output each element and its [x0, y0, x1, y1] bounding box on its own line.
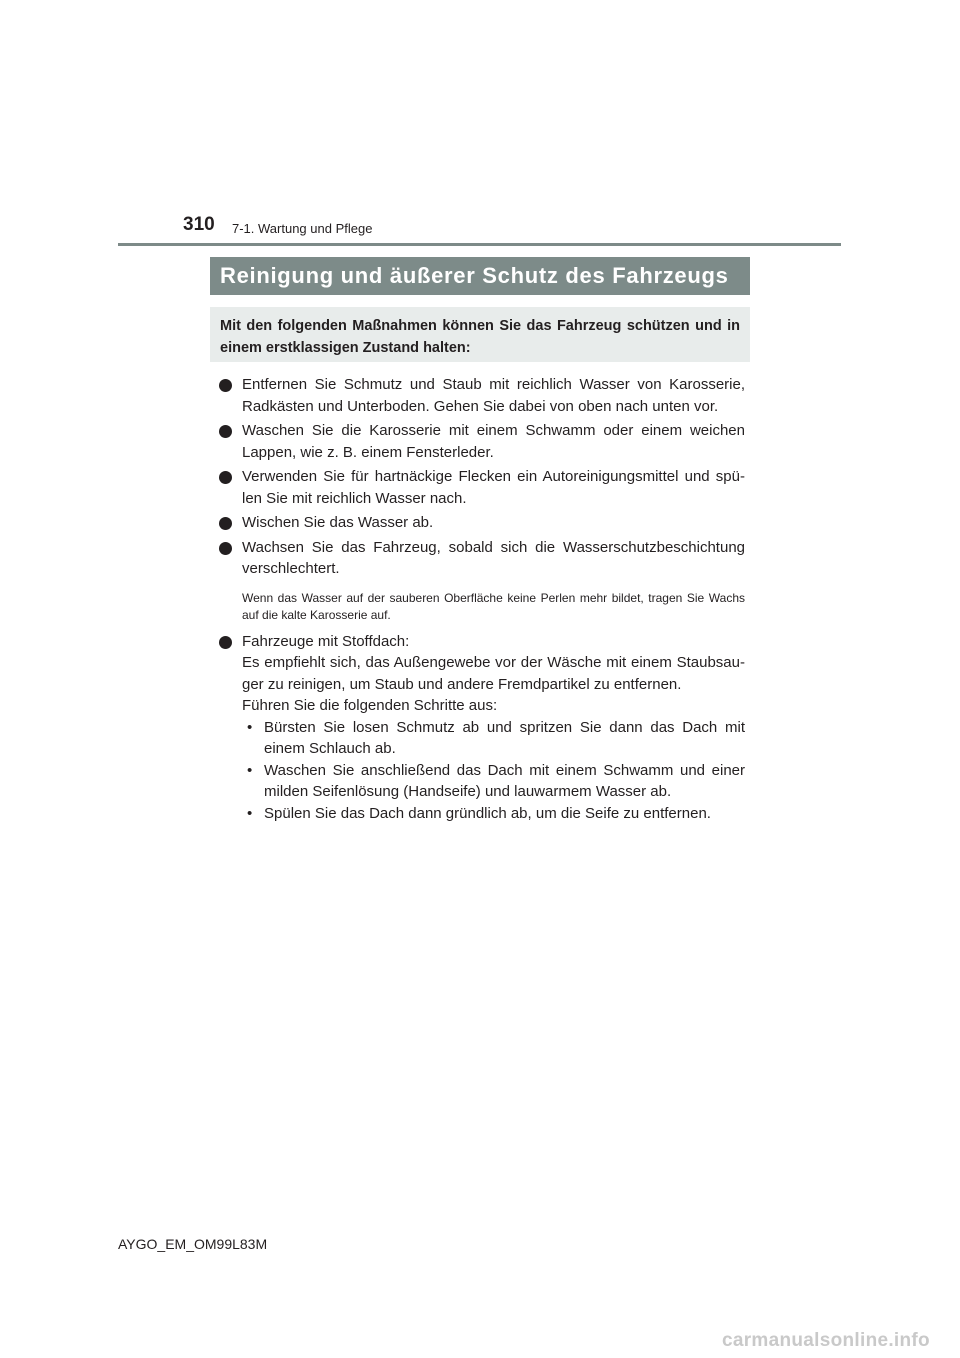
small-bullet-icon: • — [247, 761, 253, 779]
list-item — [219, 537, 745, 580]
item-text: Wachsen Sie das Fahrzeug, sobald sich die Wasserschutzbeschichtung verschlechtert. — [242, 538, 745, 577]
bullet-icon — [219, 379, 232, 392]
section-label: 7-1. Wartung und Pflege — [232, 221, 373, 236]
item-heading: Fahrzeuge mit Stoffdach: — [242, 632, 410, 650]
small-bullet-icon: • — [247, 804, 253, 822]
step-item — [247, 760, 745, 803]
step-item — [247, 803, 745, 825]
item-text: Es empfiehlt sich, das Außengewebe vor der Wäsche mit einem Staubsau-ger zu reinigen, um Staub und andere Fremdpartikel zu entfernen. — [242, 654, 745, 693]
watermark: carmanualsonline.info — [722, 1330, 930, 1351]
list-item — [219, 466, 745, 509]
bullet-icon — [219, 471, 232, 484]
bullet-icon — [219, 636, 232, 649]
step-text: Bürsten Sie losen Schmutz ab und spritzen Sie dann das Dach mit einem Schlauch ab. — [264, 718, 745, 757]
step-item — [247, 717, 745, 760]
page-number: 310 — [183, 214, 215, 235]
list-item — [219, 512, 745, 534]
page-title: Reinigung und äußerer Schutz des Fahrzeugs — [220, 263, 729, 288]
item-text: Verwenden Sie für hartnäckige Flecken ein Autoreinigungsmittel und spü-len Sie mit reichlich Wasser nach. — [242, 468, 745, 507]
item-text: Wischen Sie das Wasser ab. — [242, 514, 434, 531]
title-bar — [210, 257, 750, 295]
list-item — [219, 631, 745, 825]
bullet-icon — [219, 517, 232, 530]
item-note: Wenn das Wasser auf der sauberen Oberfläche keine Perlen mehr bildet, tragen Sie Wachs auf die kalte Karosserie auf. — [242, 590, 745, 622]
list-item — [219, 420, 745, 463]
step-text: Waschen Sie anschließend das Dach mit einem Schwamm und einer milden Seifenlösung (Handseife) und lauwarmem Wasser ab. — [264, 761, 745, 800]
intro-box — [210, 307, 750, 362]
list-item — [219, 374, 745, 417]
intro-text: Mit den folgenden Maßnahmen können Sie das Fahrzeug schützen und in einem erstklassigen Zustand halten: — [220, 318, 740, 356]
step-text: Spülen Sie das Dach dann gründlich ab, um die Seife zu entfernen. — [264, 804, 711, 822]
steps-list — [242, 717, 745, 825]
bullet-icon — [219, 542, 232, 555]
document-code: AYGO_EM_OM99L83M — [118, 1236, 268, 1252]
header-divider — [118, 243, 841, 246]
steps-intro: Führen Sie die folgenden Schritte aus: — [242, 697, 498, 714]
content-list — [219, 374, 745, 824]
item-text: Waschen Sie die Karosserie mit einem Schwamm oder einem weichen Lappen, wie z. B. einem Fensterleder. — [242, 422, 745, 461]
bullet-icon — [219, 425, 232, 438]
small-bullet-icon: • — [247, 718, 253, 736]
item-text: Entfernen Sie Schmutz und Staub mit reichlich Wasser von Karosserie, Radkästen und Unterboden. Gehen Sie dabei von oben nach unten vor. — [242, 376, 745, 415]
